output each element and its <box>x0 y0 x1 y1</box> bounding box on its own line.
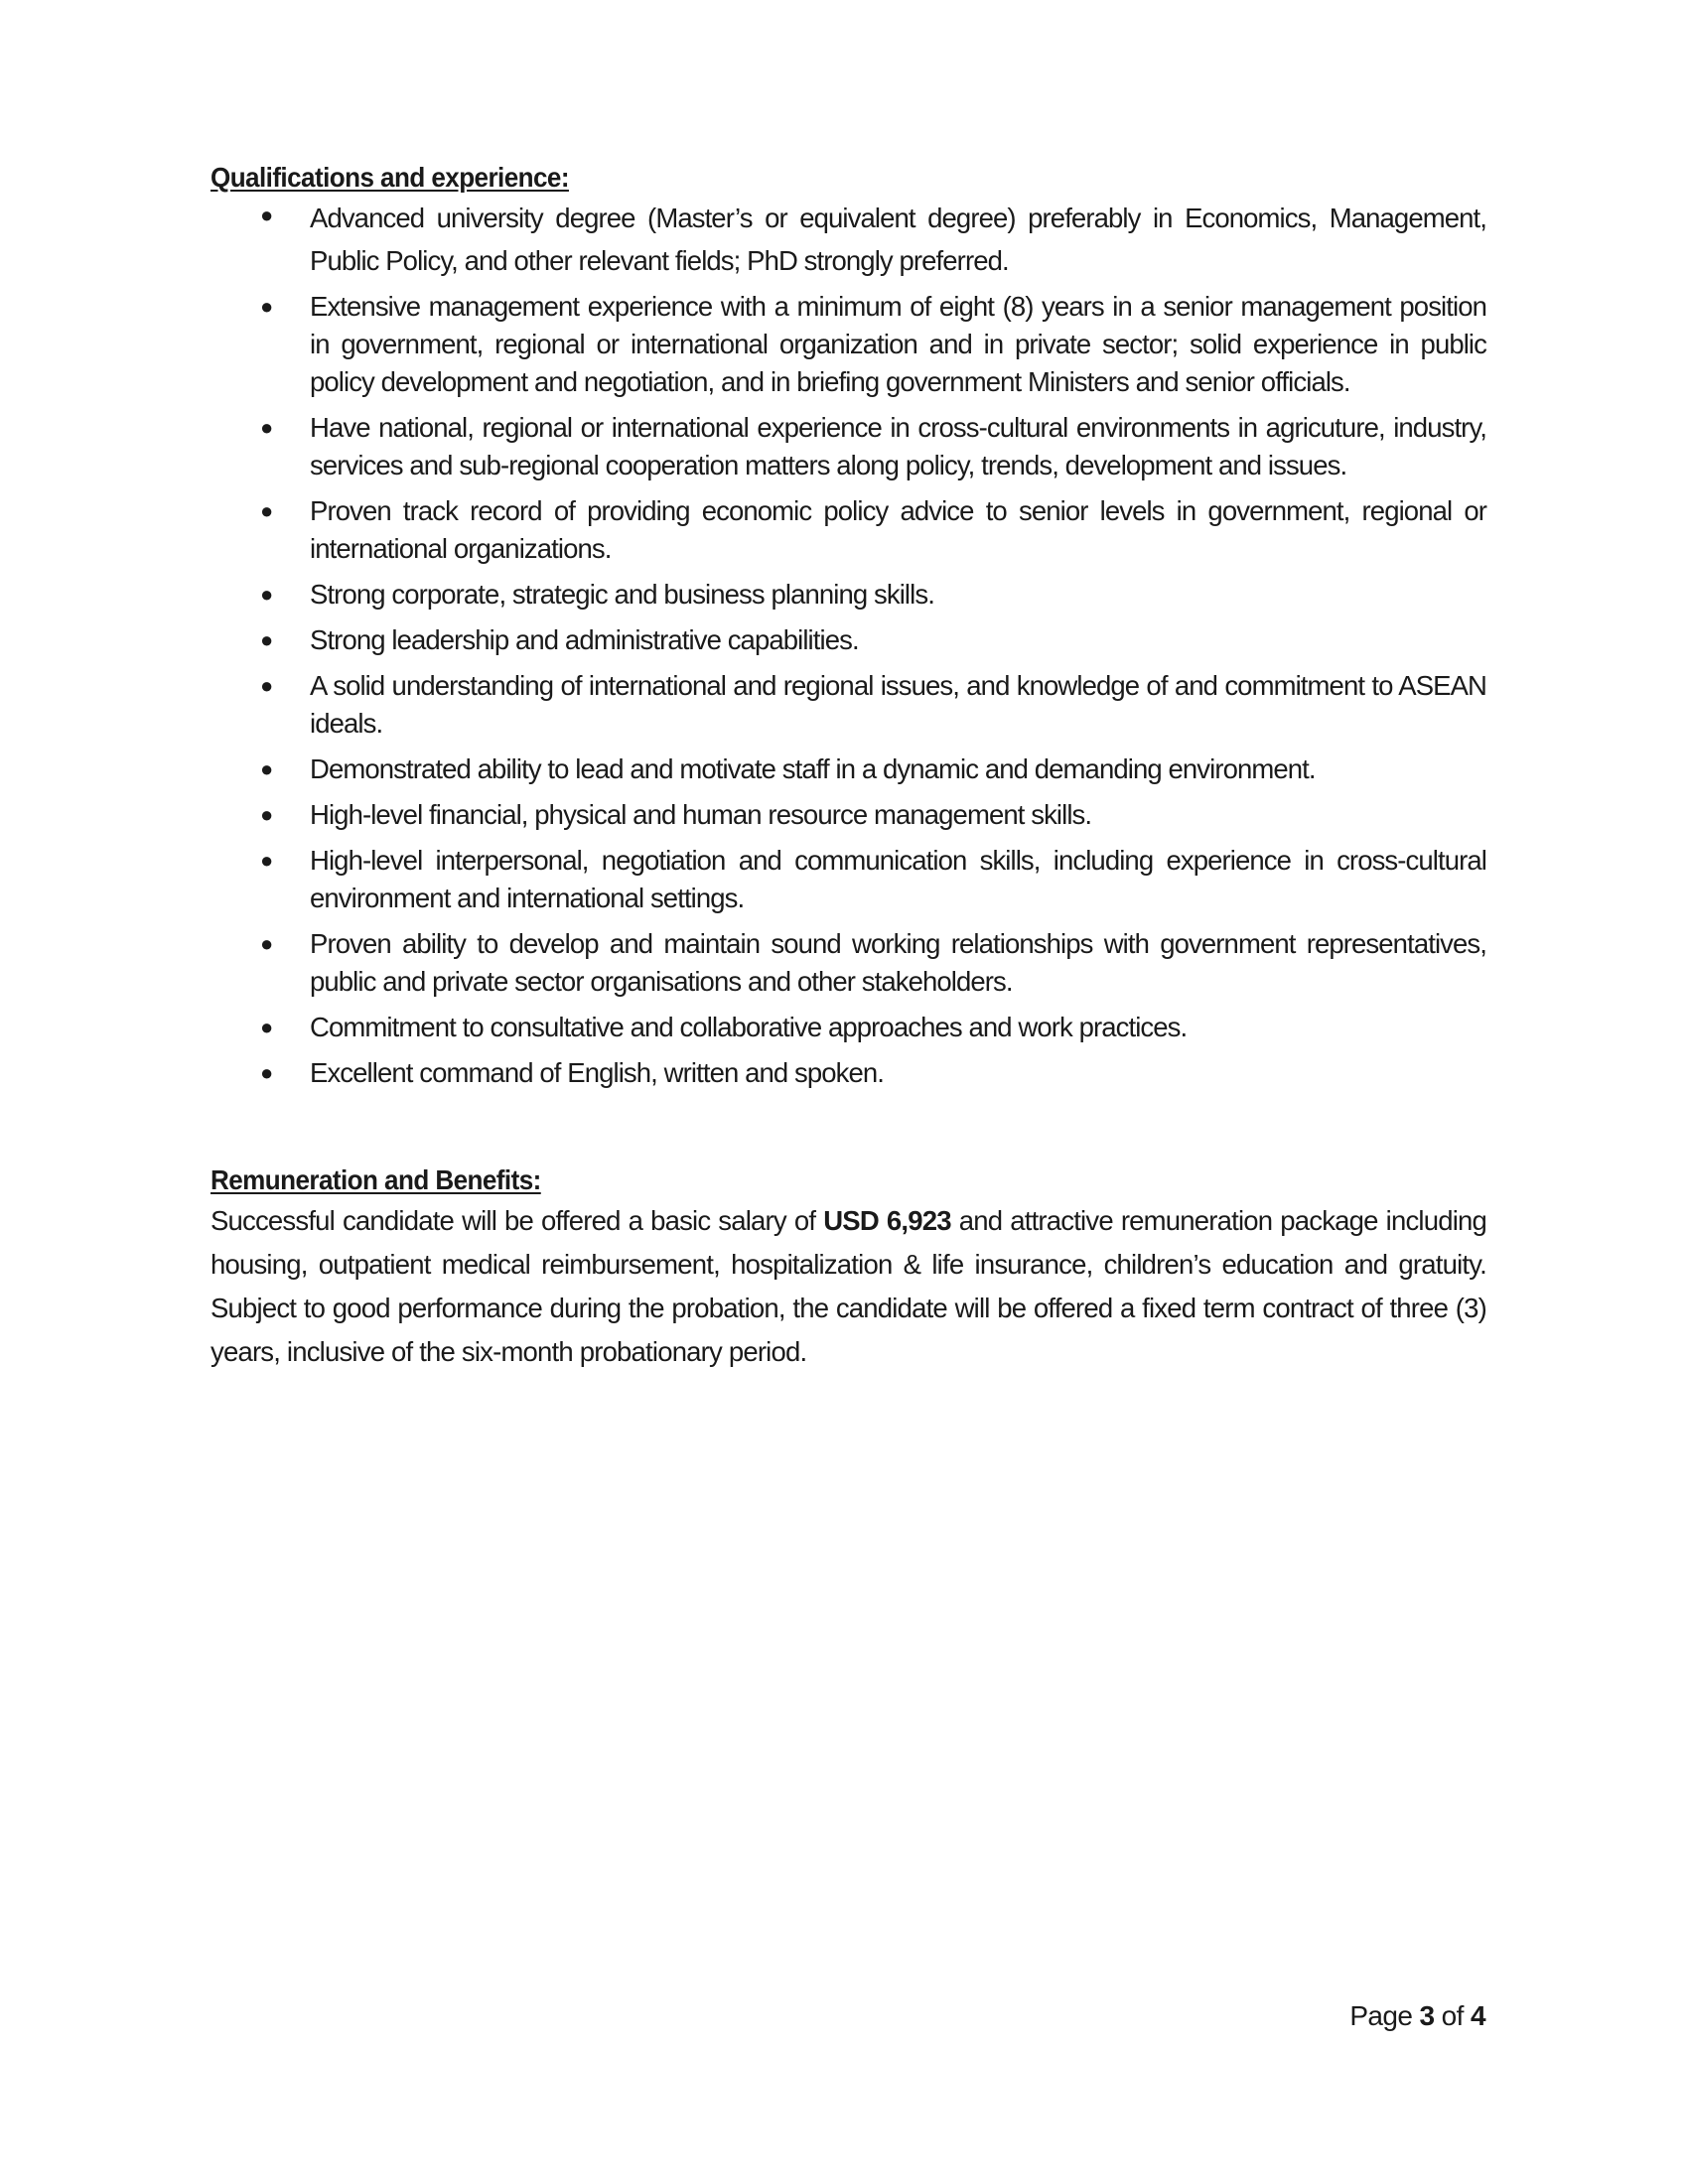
page-content <box>211 159 1486 1374</box>
bullet-icon: ● <box>260 848 273 873</box>
bullet-icon: ● <box>260 582 273 607</box>
list-item: ● Demonstrated ability to lead and motivate staff in a dynamic and demanding environment. <box>211 751 1486 788</box>
list-item: ● Strong leadership and administrative capabilities. <box>211 621 1486 659</box>
bullet-icon: ● <box>260 627 273 652</box>
bullet-icon: ● <box>260 673 273 698</box>
page-number: Page 3 of 4 <box>1349 2000 1485 2031</box>
total-pages: 4 <box>1471 2000 1485 2031</box>
qualifications-heading: Qualifications and experience: <box>211 162 569 193</box>
bullet-icon: ● <box>260 294 273 319</box>
bullet-icon: ● <box>260 802 273 827</box>
bullet-icon: ● <box>260 415 273 440</box>
remuneration-heading: Remuneration and Benefits: <box>211 1164 541 1195</box>
list-item: ● Proven ability to develop and maintain sound working relationships with government representatives, public and private sector organisations and other stakeholders. <box>211 925 1486 1001</box>
list-item: ● Have national, regional or international experience in cross-cultural environments in agricuture, industry, services and sub-regional cooperation matters along policy, trends, development and issues. <box>211 409 1486 484</box>
qualifications-list <box>211 197 1486 1092</box>
list-item: ● Extensive management experience with a minimum of eight (8) years in a senior management position in government, regional or international organization and in private sector; solid experience in public policy development and negotiation, and in briefing government Ministers and senior officials. <box>211 288 1486 401</box>
salary-amount: USD 6,923 <box>823 1205 951 1236</box>
section-spacer <box>211 1100 1486 1161</box>
list-item: ● A solid understanding of international and regional issues, and knowledge of and commitment to ASEAN ideals. <box>211 667 1486 743</box>
bullet-icon: ● <box>260 1060 273 1085</box>
list-item: ● Strong corporate, strategic and business planning skills. <box>211 576 1486 614</box>
current-page: 3 <box>1419 2000 1435 2031</box>
bullet-icon: ● <box>260 756 273 781</box>
remuneration-paragraph: Successful candidate will be offered a basic salary of USD 6,923 and attractive remuneration package including housing, outpatient medical reimbursement, hospitalization & life insurance, children’s education and gratuity. Subject to good performance during the probation, the candidate will be offered a fixed term contract of three (3) years, inclusive of the six-month probationary period. <box>211 1205 1486 1367</box>
list-item: ● Proven track record of providing economic policy advice to senior levels in government, regional or international organizations. <box>211 492 1486 568</box>
bullet-icon: ● <box>260 931 273 956</box>
bullet-icon: ● <box>260 498 273 523</box>
bullet-icon: ● <box>260 203 273 227</box>
list-item: ● Advanced university degree (Master’s or equivalent degree) preferably in Economics, Management, Public Policy, and other relevant fields; PhD strongly preferred. <box>211 197 1486 282</box>
list-item: ● High-level interpersonal, negotiation and communication skills, including experience in cross-cultural environment and international settings. <box>211 842 1486 917</box>
list-item: ● Commitment to consultative and collaborative approaches and work practices. <box>211 1009 1486 1046</box>
bullet-icon: ● <box>260 1015 273 1039</box>
list-item: ● High-level financial, physical and human resource management skills. <box>211 796 1486 834</box>
list-item: ● Excellent command of English, written and spoken. <box>211 1054 1486 1092</box>
